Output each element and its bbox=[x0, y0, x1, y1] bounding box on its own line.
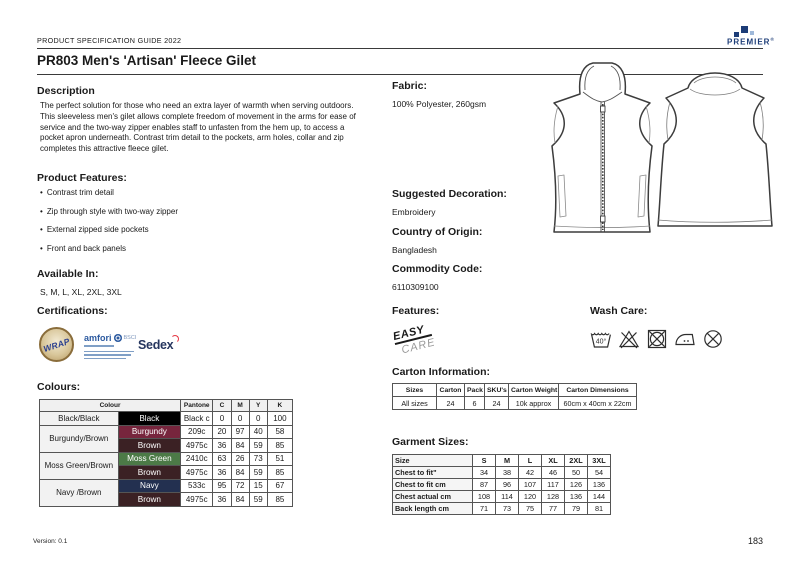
amfori-bsci-logo: amfori BSCI bbox=[84, 333, 140, 359]
table-row: Brown 4975c 36 84 59 85 bbox=[40, 493, 293, 507]
description-text: The perfect solution for those who need an extra layer of warmth when serving outdoors. This sleeveless men's gilet allows complete freedom of movement in the arms for ease of service and the two-way zipper enables staff to unfasten from the hem up, to access a pocket apron underneath. Contrast trim detail to the pockets, arm holes, collar and zip completes this attractive fleece gilet. bbox=[40, 101, 356, 154]
colour-swatch: Brown bbox=[118, 439, 181, 453]
garment-sizes-heading: Garment Sizes: bbox=[392, 436, 469, 448]
colour-swatch: Black bbox=[118, 412, 181, 426]
table-row: Brown 4975c 36 84 59 85 bbox=[40, 439, 293, 453]
table-row: Chest actual cm 108 114 120 128 136 144 bbox=[393, 491, 611, 503]
table-row: Burgundy/Brown Burgundy 209c 20 97 40 58 bbox=[40, 425, 293, 439]
table-row: Chest to fit cm 87 96 107 117 126 136 bbox=[393, 479, 611, 491]
premier-logo-square bbox=[750, 31, 754, 35]
table-row: Moss Green/Brown Moss Green 2410c 63 26 73 51 bbox=[40, 452, 293, 466]
table-row: All sizes 24 6 24 10k approx 60cm x 40cm x 22cm bbox=[393, 397, 637, 410]
garment-sizes-table bbox=[392, 454, 611, 515]
table-header-row: Sizes Carton Pack SKU's Carton Weight Carton Dimensions bbox=[393, 384, 637, 397]
available-in-heading: Available In: bbox=[37, 268, 99, 280]
amfori-tagline-line bbox=[84, 345, 114, 347]
commodity-value: 6110309100 bbox=[392, 282, 439, 292]
list-item: • External zipped side pockets bbox=[40, 225, 149, 234]
table-row: Back length cm 71 73 75 77 79 81 bbox=[393, 503, 611, 515]
premier-logo-wordmark bbox=[727, 37, 774, 47]
colour-swatch: Brown bbox=[118, 466, 181, 480]
header-rule-top bbox=[37, 48, 763, 49]
description-heading: Description bbox=[37, 85, 95, 97]
table-row: Brown 4975c 36 84 59 85 bbox=[40, 466, 293, 480]
sedex-logo: Sedex bbox=[138, 336, 173, 354]
carton-info-heading: Carton Information: bbox=[392, 366, 490, 378]
colours-table bbox=[39, 399, 293, 507]
bullet-icon: • bbox=[40, 188, 43, 197]
table-row: Navy /Brown Navy 533c 95 72 15 67 bbox=[40, 479, 293, 493]
premier-logo-square bbox=[741, 26, 748, 33]
version-label: Version: 0.1 bbox=[33, 538, 68, 545]
do-not-bleach-icon bbox=[617, 327, 641, 351]
list-item: • Contrast trim detail bbox=[40, 188, 114, 197]
do-not-tumble-dry-icon bbox=[645, 327, 669, 351]
carton-info-table bbox=[392, 383, 637, 410]
iron-two-dots-icon bbox=[673, 327, 697, 351]
product-features-list bbox=[40, 188, 370, 262]
list-item: • Zip through style with two-way zipper bbox=[40, 206, 178, 216]
bullet-icon: • bbox=[40, 225, 43, 234]
brand-name: PREMIER bbox=[727, 37, 771, 47]
origin-value: Bangladesh bbox=[392, 245, 437, 255]
page-title: PR803 Men's 'Artisan' Fleece Gilet bbox=[37, 53, 256, 68]
commodity-heading: Commodity Code: bbox=[392, 263, 483, 275]
features-heading: Features: bbox=[392, 305, 440, 317]
easy-care-logo: EASY CARE bbox=[391, 323, 437, 357]
decoration-value: Embroidery bbox=[392, 207, 436, 217]
colour-swatch: Navy bbox=[118, 479, 181, 493]
amfori-circle-icon bbox=[114, 334, 122, 342]
certifications-heading: Certifications: bbox=[37, 305, 108, 317]
page-number: 183 bbox=[748, 536, 764, 546]
amfori-smallprint-line bbox=[84, 354, 131, 356]
premier-logo bbox=[727, 26, 791, 52]
wrap-logo: WRAP bbox=[39, 327, 74, 362]
table-row: Chest to fit" 34 38 42 46 50 54 bbox=[393, 467, 611, 479]
table-row: Black/Black Black Black c 0 0 0 100 bbox=[40, 412, 293, 426]
svg-text:40°: 40° bbox=[595, 338, 607, 346]
registered-mark: ® bbox=[770, 37, 774, 42]
colours-heading: Colours: bbox=[37, 381, 81, 393]
fabric-heading: Fabric: bbox=[392, 80, 428, 92]
wash-care-heading: Wash Care: bbox=[590, 305, 648, 317]
origin-heading: Country of Origin: bbox=[392, 226, 483, 238]
amfori-smallprint-line bbox=[84, 351, 134, 353]
guide-title: PRODUCT SPECIFICATION GUIDE 2022 bbox=[37, 36, 182, 45]
wash-40-icon bbox=[589, 327, 613, 351]
colour-swatch: Brown bbox=[118, 493, 181, 507]
available-sizes: S, M, L, XL, 2XL, 3XL bbox=[40, 287, 122, 297]
bullet-icon: • bbox=[40, 206, 43, 216]
bullet-icon: • bbox=[40, 243, 43, 253]
do-not-dry-clean-icon bbox=[701, 327, 725, 351]
fabric-value: 100% Polyester, 260gsm bbox=[392, 99, 487, 109]
colour-swatch: Burgundy bbox=[118, 425, 181, 439]
table-header-row: Size S M L XL 2XL 3XL bbox=[393, 455, 611, 467]
sedex-arrow-icon bbox=[171, 335, 179, 343]
product-features-heading: Product Features: bbox=[37, 172, 127, 184]
table-header-row: Colour Pantone C M Y K bbox=[40, 400, 293, 412]
amfori-smallprint-line bbox=[84, 358, 126, 360]
garment-illustration bbox=[528, 58, 788, 243]
wash-care-icons bbox=[589, 327, 725, 351]
list-item: • Front and back panels bbox=[40, 243, 126, 253]
colour-swatch: Moss Green bbox=[118, 452, 181, 466]
decoration-heading: Suggested Decoration: bbox=[392, 188, 507, 200]
